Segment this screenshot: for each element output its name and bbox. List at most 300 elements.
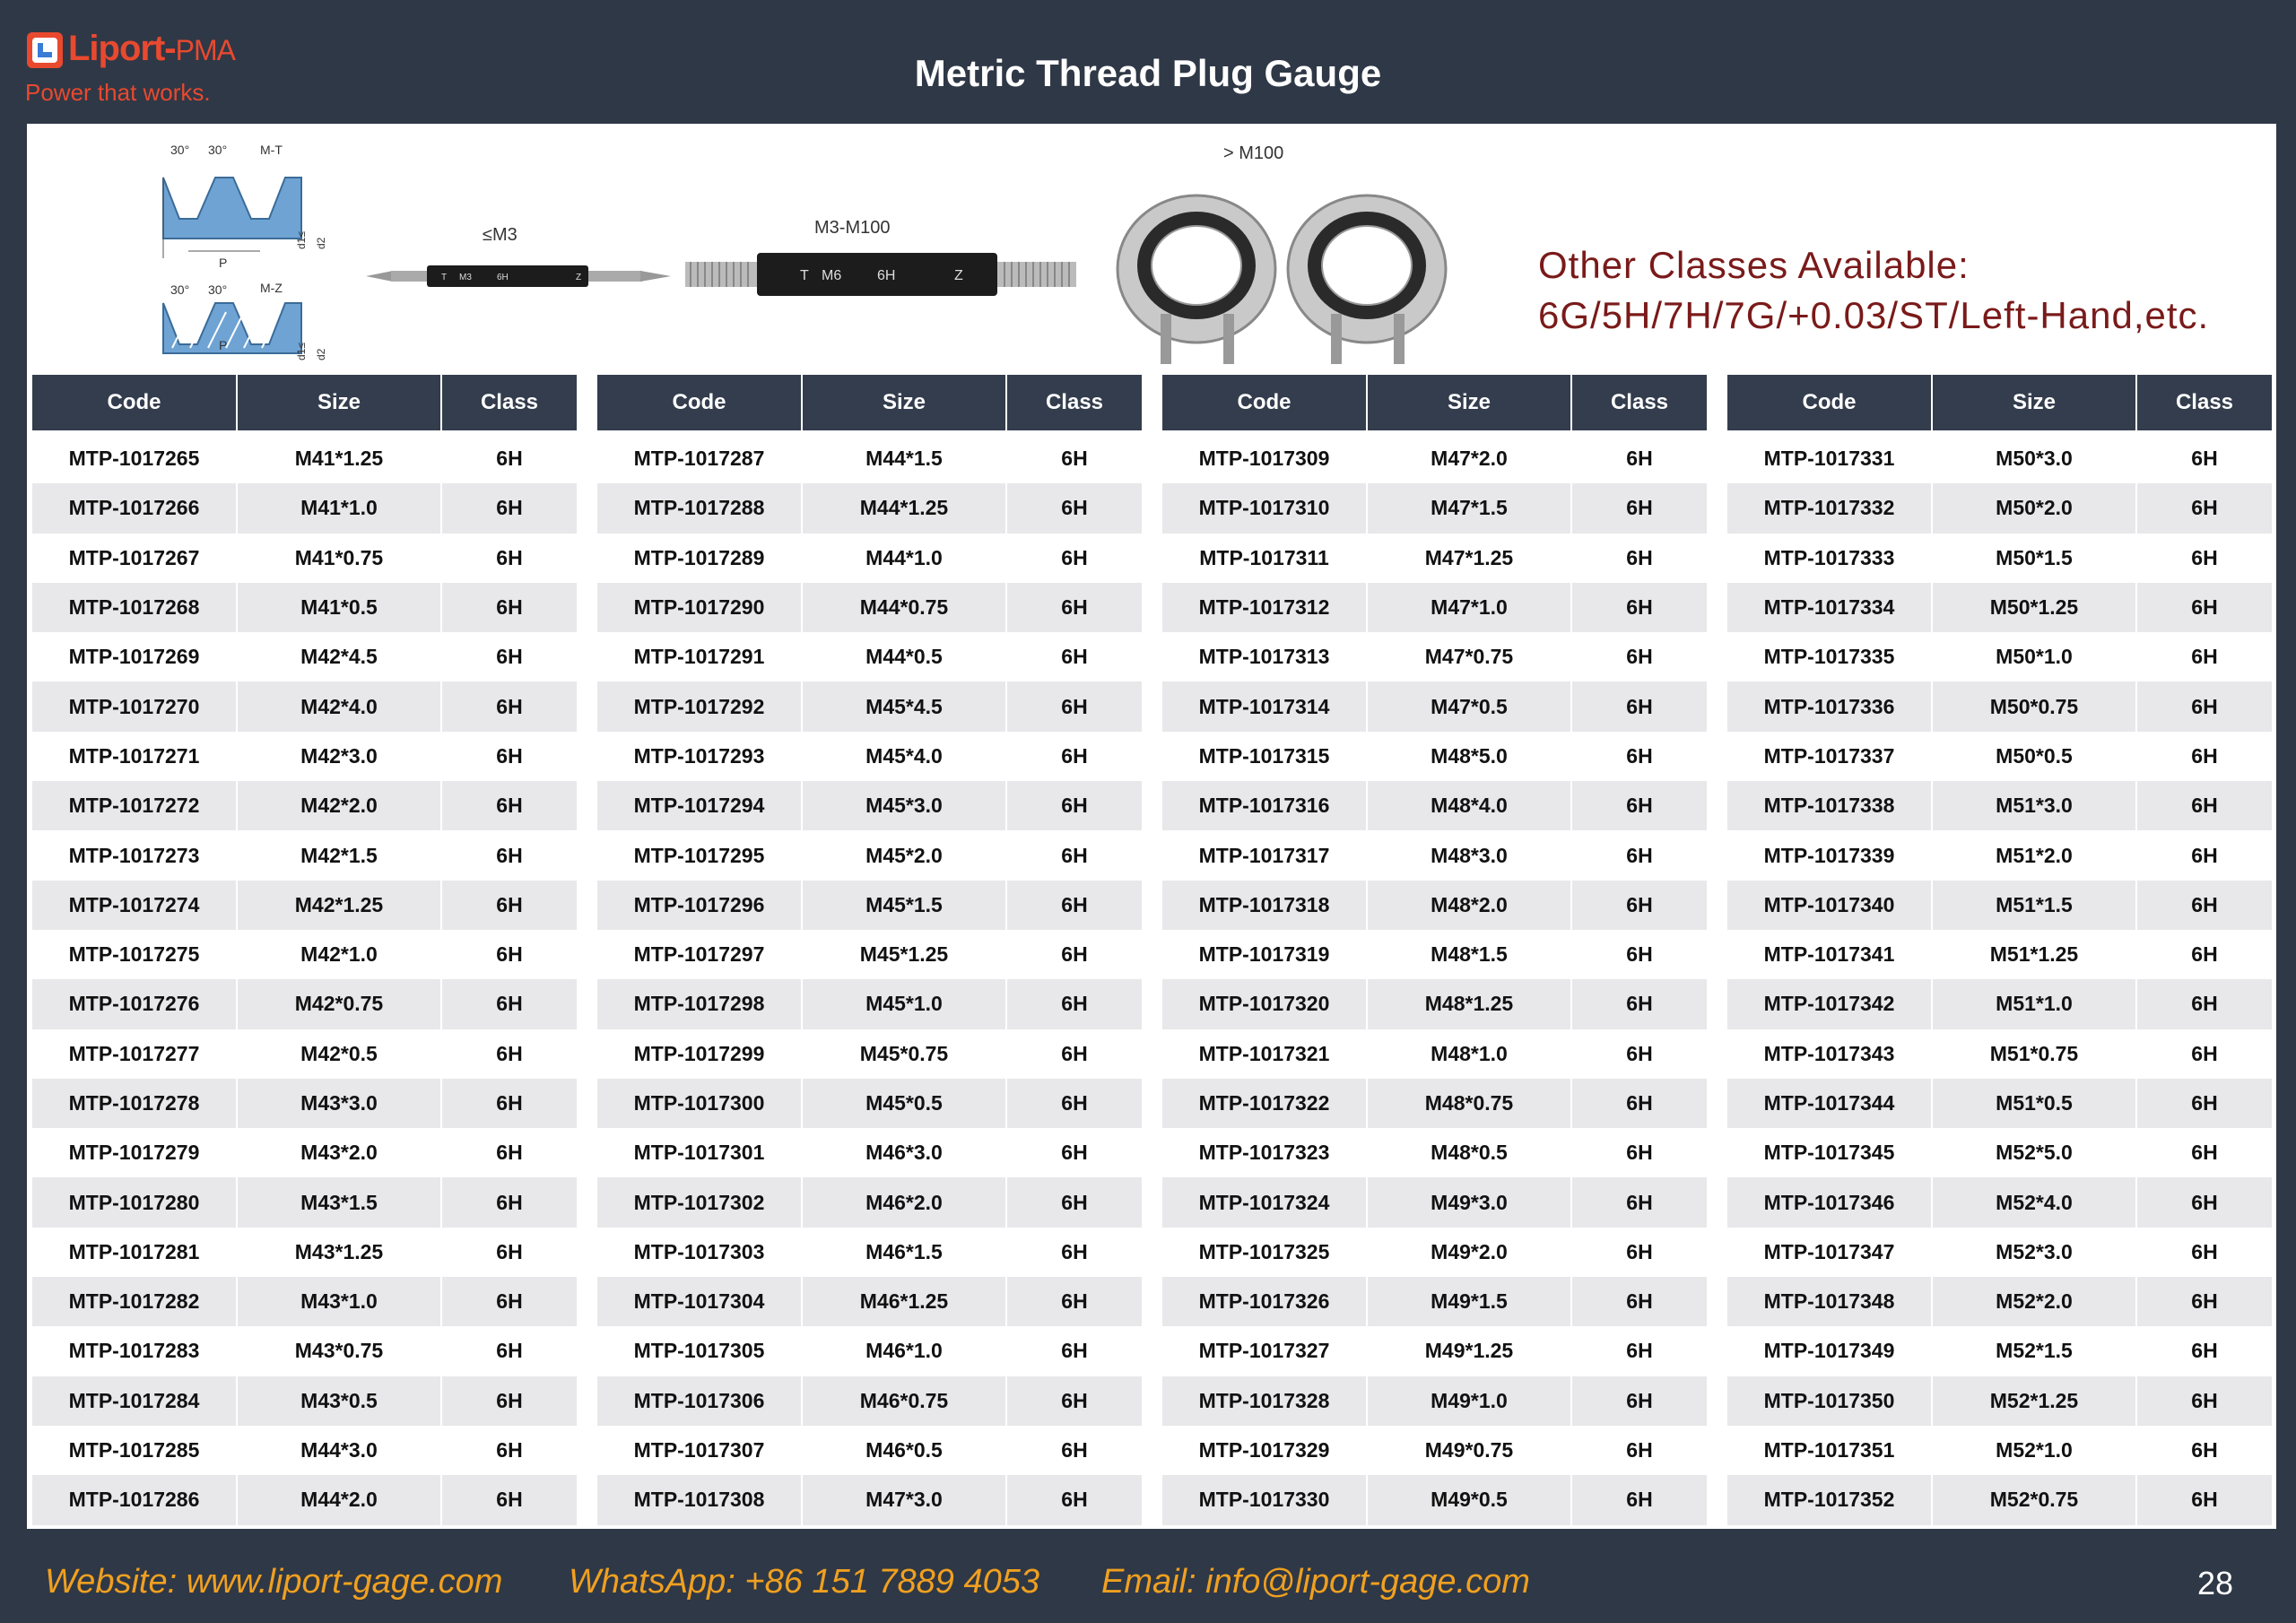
table-row	[597, 1228, 1142, 1277]
cell-size: M41*1.25	[237, 432, 441, 483]
cell-size: M52*2.0	[1932, 1277, 2136, 1326]
cell-class: 6H	[1006, 881, 1142, 930]
cell-class: 6H	[2136, 681, 2272, 731]
cell-code: MTP-1017313	[1162, 632, 1367, 681]
cell-size: M48*4.0	[1367, 781, 1571, 830]
cell-code: MTP-1017347	[1727, 1228, 1932, 1277]
cell-class: 6H	[1006, 432, 1142, 483]
table-row	[1162, 483, 1707, 533]
table-row	[32, 1475, 577, 1524]
table-row	[32, 979, 577, 1028]
cell-size: M43*1.0	[237, 1277, 441, 1326]
table-row	[1727, 534, 2272, 583]
cell-size: M47*0.5	[1367, 681, 1571, 731]
cell-class: 6H	[1571, 881, 1707, 930]
cell-code: MTP-1017304	[597, 1277, 802, 1326]
cell-class: 6H	[1006, 632, 1142, 681]
cell-size: M51*3.0	[1932, 781, 2136, 830]
cell-class: 6H	[1571, 483, 1707, 533]
table-row	[1162, 881, 1707, 930]
table-row	[1727, 1128, 2272, 1177]
svg-text:M-Z: M-Z	[260, 281, 283, 295]
cell-class: 6H	[1006, 1177, 1142, 1227]
spec-table-3	[1162, 375, 1707, 1525]
cell-code: MTP-1017280	[32, 1177, 237, 1227]
cell-class: 6H	[441, 1079, 577, 1128]
product-illustrations	[27, 124, 2276, 373]
cell-code: MTP-1017314	[1162, 681, 1367, 731]
svg-text:Z: Z	[954, 268, 963, 283]
content-panel	[27, 124, 2276, 1529]
column-header-class: Class	[2136, 375, 2272, 432]
table-row	[1727, 1376, 2272, 1426]
cell-class: 6H	[2136, 1177, 2272, 1227]
other-classes-note	[1538, 240, 2209, 341]
table-row	[1727, 732, 2272, 781]
cell-class: 6H	[1006, 1128, 1142, 1177]
table-row	[1162, 1475, 1707, 1524]
cell-class: 6H	[1571, 1376, 1707, 1426]
table-row	[32, 1326, 577, 1376]
table-row	[1162, 1029, 1707, 1079]
cell-class: 6H	[1006, 1029, 1142, 1079]
cell-code: MTP-1017288	[597, 483, 802, 533]
cell-class: 6H	[441, 1277, 577, 1326]
gauge-small-label: ≤M3	[483, 225, 517, 245]
cell-class: 6H	[2136, 830, 2272, 880]
cell-size: M48*2.0	[1367, 881, 1571, 930]
cell-size: M46*1.25	[802, 1277, 1006, 1326]
table-row	[1162, 781, 1707, 830]
cell-size: M42*4.5	[237, 632, 441, 681]
svg-text:6H: 6H	[877, 268, 896, 283]
table-row	[1162, 1277, 1707, 1326]
cell-class: 6H	[1571, 1177, 1707, 1227]
cell-size: M49*1.0	[1367, 1376, 1571, 1426]
cell-code: MTP-1017328	[1162, 1376, 1367, 1426]
gauge-ring-label: > M100	[1223, 143, 1284, 163]
table-row	[1162, 432, 1707, 483]
cell-code: MTP-1017318	[1162, 881, 1367, 930]
cell-class: 6H	[1571, 632, 1707, 681]
cell-size: M44*0.5	[802, 632, 1006, 681]
cell-size: M45*0.75	[802, 1029, 1006, 1079]
spec-table-4	[1727, 375, 2272, 1525]
cell-code: MTP-1017301	[597, 1128, 802, 1177]
cell-size: M47*3.0	[802, 1475, 1006, 1524]
table-row	[597, 583, 1142, 632]
cell-code: MTP-1017292	[597, 681, 802, 731]
svg-text:30°: 30°	[208, 143, 228, 157]
table-row	[597, 830, 1142, 880]
cell-size: M46*2.0	[802, 1177, 1006, 1227]
table-row	[597, 483, 1142, 533]
cell-size: M42*0.5	[237, 1029, 441, 1079]
column-header-size: Size	[1367, 375, 1571, 432]
cell-code: MTP-1017334	[1727, 583, 1932, 632]
cell-code: MTP-1017283	[32, 1326, 237, 1376]
table-row	[1162, 1079, 1707, 1128]
table-header-row	[1727, 375, 2272, 432]
table-row	[1162, 930, 1707, 979]
svg-text:d2: d2	[315, 348, 327, 360]
table-row	[1162, 1326, 1707, 1376]
cell-code: MTP-1017323	[1162, 1128, 1367, 1177]
cell-code: MTP-1017312	[1162, 583, 1367, 632]
table-row	[597, 1128, 1142, 1177]
column-header-code: Code	[1162, 375, 1367, 432]
cell-class: 6H	[2136, 583, 2272, 632]
cell-code: MTP-1017285	[32, 1426, 237, 1475]
cell-class: 6H	[441, 1029, 577, 1079]
table-row	[1162, 830, 1707, 880]
spec-table-2	[597, 375, 1142, 1525]
table-row	[1727, 1079, 2272, 1128]
cell-code: MTP-1017310	[1162, 483, 1367, 533]
cell-code: MTP-1017291	[597, 632, 802, 681]
footer-website[interactable]: Website: www.liport-gage.com	[45, 1563, 503, 1601]
cell-class: 6H	[441, 732, 577, 781]
cell-class: 6H	[1006, 681, 1142, 731]
table-row	[1727, 432, 2272, 483]
cell-code: MTP-1017315	[1162, 732, 1367, 781]
cell-class: 6H	[441, 681, 577, 731]
cell-code: MTP-1017333	[1727, 534, 1932, 583]
cell-code: MTP-1017352	[1727, 1475, 1932, 1524]
table-row	[1162, 681, 1707, 731]
cell-class: 6H	[1006, 483, 1142, 533]
cell-size: M49*2.0	[1367, 1228, 1571, 1277]
table-row	[1727, 881, 2272, 930]
cell-code: MTP-1017321	[1162, 1029, 1367, 1079]
cell-size: M47*1.25	[1367, 534, 1571, 583]
plug-gauge-small-icon	[366, 258, 671, 294]
cell-code: MTP-1017317	[1162, 830, 1367, 880]
cell-class: 6H	[441, 1228, 577, 1277]
cell-size: M50*0.5	[1932, 732, 2136, 781]
table-row	[32, 1079, 577, 1128]
table-row	[1727, 1177, 2272, 1227]
cell-code: MTP-1017279	[32, 1128, 237, 1177]
cell-class: 6H	[441, 1326, 577, 1376]
cell-code: MTP-1017319	[1162, 930, 1367, 979]
cell-size: M44*1.25	[802, 483, 1006, 533]
cell-size: M47*1.0	[1367, 583, 1571, 632]
cell-class: 6H	[2136, 979, 2272, 1028]
cell-size: M45*2.0	[802, 830, 1006, 880]
cell-class: 6H	[441, 930, 577, 979]
svg-text:6H: 6H	[497, 273, 509, 282]
cell-size: M42*1.5	[237, 830, 441, 880]
cell-size: M51*1.25	[1932, 930, 2136, 979]
table-row	[1727, 1029, 2272, 1079]
table-row	[1162, 1426, 1707, 1475]
cell-size: M44*0.75	[802, 583, 1006, 632]
cell-code: MTP-1017346	[1727, 1177, 1932, 1227]
cell-class: 6H	[1006, 1326, 1142, 1376]
cell-code: MTP-1017309	[1162, 432, 1367, 483]
cell-class: 6H	[2136, 632, 2272, 681]
cell-class: 6H	[441, 781, 577, 830]
table-row	[32, 930, 577, 979]
cell-class: 6H	[441, 483, 577, 533]
cell-size: M52*0.75	[1932, 1475, 2136, 1524]
cell-class: 6H	[1571, 1079, 1707, 1128]
table-row	[32, 1228, 577, 1277]
footer-email[interactable]: Email: info@liport-gage.com	[1101, 1563, 1530, 1601]
cell-code: MTP-1017306	[597, 1376, 802, 1426]
cell-class: 6H	[1571, 681, 1707, 731]
gauge-mid-label: M3-M100	[814, 218, 891, 238]
table-row	[32, 681, 577, 731]
cell-size: M49*3.0	[1367, 1177, 1571, 1227]
column-header-class: Class	[1006, 375, 1142, 432]
cell-code: MTP-1017269	[32, 632, 237, 681]
cell-code: MTP-1017349	[1727, 1326, 1932, 1376]
cell-code: MTP-1017284	[32, 1376, 237, 1426]
cell-code: MTP-1017338	[1727, 781, 1932, 830]
svg-text:M6: M6	[822, 268, 842, 283]
cell-size: M44*1.5	[802, 432, 1006, 483]
cell-class: 6H	[441, 830, 577, 880]
cell-class: 6H	[1006, 1426, 1142, 1475]
cell-size: M44*2.0	[237, 1475, 441, 1524]
table-row	[597, 432, 1142, 483]
cell-code: MTP-1017275	[32, 930, 237, 979]
table-row	[597, 781, 1142, 830]
cell-class: 6H	[1571, 1228, 1707, 1277]
table-row	[32, 830, 577, 880]
cell-code: MTP-1017308	[597, 1475, 802, 1524]
cell-code: MTP-1017277	[32, 1029, 237, 1079]
cell-size: M50*0.75	[1932, 681, 2136, 731]
cell-class: 6H	[1571, 979, 1707, 1028]
cell-class: 6H	[441, 1128, 577, 1177]
cell-size: M49*0.75	[1367, 1426, 1571, 1475]
svg-text:d1≤: d1≤	[295, 231, 308, 249]
cell-class: 6H	[1571, 432, 1707, 483]
cell-class: 6H	[1006, 534, 1142, 583]
cell-size: M43*2.0	[237, 1128, 441, 1177]
table-row	[1727, 979, 2272, 1028]
cell-size: M42*1.0	[237, 930, 441, 979]
column-header-size: Size	[802, 375, 1006, 432]
cell-code: MTP-1017265	[32, 432, 237, 483]
cell-class: 6H	[1006, 583, 1142, 632]
plug-gauge-mid-icon	[685, 247, 1076, 301]
cell-size: M44*1.0	[802, 534, 1006, 583]
svg-text:30°: 30°	[170, 282, 190, 297]
cell-size: M46*0.75	[802, 1376, 1006, 1426]
cell-code: MTP-1017326	[1162, 1277, 1367, 1326]
cell-code: MTP-1017290	[597, 583, 802, 632]
cell-size: M46*0.5	[802, 1426, 1006, 1475]
table-row	[32, 632, 577, 681]
cell-code: MTP-1017337	[1727, 732, 1932, 781]
cell-size: M48*0.75	[1367, 1079, 1571, 1128]
cell-size: M46*1.0	[802, 1326, 1006, 1376]
cell-size: M46*1.5	[802, 1228, 1006, 1277]
cell-class: 6H	[1571, 732, 1707, 781]
cell-size: M50*2.0	[1932, 483, 2136, 533]
cell-size: M48*5.0	[1367, 732, 1571, 781]
cell-class: 6H	[441, 632, 577, 681]
cell-code: MTP-1017305	[597, 1326, 802, 1376]
cell-class: 6H	[1006, 1376, 1142, 1426]
cell-size: M52*5.0	[1932, 1128, 2136, 1177]
cell-size: M48*3.0	[1367, 830, 1571, 880]
table-row	[1727, 1426, 2272, 1475]
cell-size: M48*1.5	[1367, 930, 1571, 979]
cell-code: MTP-1017293	[597, 732, 802, 781]
table-row	[1162, 632, 1707, 681]
svg-text:30°: 30°	[170, 143, 190, 157]
cell-size: M42*3.0	[237, 732, 441, 781]
cell-class: 6H	[2136, 1029, 2272, 1079]
table-row	[32, 781, 577, 830]
cell-class: 6H	[441, 1177, 577, 1227]
table-row	[32, 1277, 577, 1326]
table-row	[597, 732, 1142, 781]
spec-table-1	[32, 375, 577, 1525]
cell-class: 6H	[2136, 1128, 2272, 1177]
cell-size: M43*1.25	[237, 1228, 441, 1277]
cell-class: 6H	[2136, 781, 2272, 830]
logo-wordmark: Liport-PMA	[68, 29, 235, 68]
table-row	[1727, 1277, 2272, 1326]
cell-size: M41*0.5	[237, 583, 441, 632]
cell-size: M48*1.0	[1367, 1029, 1571, 1079]
cell-class: 6H	[2136, 732, 2272, 781]
table-row	[597, 1277, 1142, 1326]
cell-class: 6H	[1571, 1277, 1707, 1326]
cell-size: M41*0.75	[237, 534, 441, 583]
column-header-code: Code	[1727, 375, 1932, 432]
cell-code: MTP-1017278	[32, 1079, 237, 1128]
cell-class: 6H	[1571, 1128, 1707, 1177]
table-row	[1727, 930, 2272, 979]
column-header-class: Class	[441, 375, 577, 432]
cell-class: 6H	[2136, 1426, 2272, 1475]
cell-code: MTP-1017339	[1727, 830, 1932, 880]
cell-class: 6H	[441, 1376, 577, 1426]
cell-size: M49*1.25	[1367, 1326, 1571, 1376]
cell-size: M52*1.25	[1932, 1376, 2136, 1426]
cell-size: M43*0.5	[237, 1376, 441, 1426]
cell-class: 6H	[2136, 1326, 2272, 1376]
cell-code: MTP-1017327	[1162, 1326, 1367, 1376]
cell-size: M43*3.0	[237, 1079, 441, 1128]
cell-size: M45*3.0	[802, 781, 1006, 830]
cell-size: M50*3.0	[1932, 432, 2136, 483]
cell-class: 6H	[1571, 583, 1707, 632]
thread-profile-top	[163, 143, 327, 270]
cell-code: MTP-1017329	[1162, 1426, 1367, 1475]
cell-class: 6H	[2136, 1475, 2272, 1524]
cell-size: M50*1.25	[1932, 583, 2136, 632]
cell-size: M44*3.0	[237, 1426, 441, 1475]
thread-profile-bottom	[163, 281, 327, 360]
table-row	[32, 732, 577, 781]
table-row	[1727, 632, 2272, 681]
cell-code: MTP-1017266	[32, 483, 237, 533]
cell-code: MTP-1017335	[1727, 632, 1932, 681]
cell-code: MTP-1017344	[1727, 1079, 1932, 1128]
table-row	[597, 1079, 1142, 1128]
cell-size: M45*1.5	[802, 881, 1006, 930]
cell-code: MTP-1017297	[597, 930, 802, 979]
cell-code: MTP-1017332	[1727, 483, 1932, 533]
cell-size: M42*4.0	[237, 681, 441, 731]
table-row	[32, 432, 577, 483]
cell-size: M52*1.0	[1932, 1426, 2136, 1475]
thread-profile-diagram	[126, 142, 341, 361]
cell-code: MTP-1017287	[597, 432, 802, 483]
table-row	[1727, 1475, 2272, 1524]
cell-code: MTP-1017307	[597, 1426, 802, 1475]
cell-class: 6H	[1006, 1277, 1142, 1326]
cell-code: MTP-1017316	[1162, 781, 1367, 830]
cell-size: M50*1.5	[1932, 534, 2136, 583]
table-row	[1162, 732, 1707, 781]
cell-class: 6H	[1006, 781, 1142, 830]
cell-class: 6H	[2136, 1079, 2272, 1128]
cell-code: MTP-1017271	[32, 732, 237, 781]
cell-code: MTP-1017295	[597, 830, 802, 880]
cell-code: MTP-1017348	[1727, 1277, 1932, 1326]
cell-code: MTP-1017343	[1727, 1029, 1932, 1079]
cell-code: MTP-1017272	[32, 781, 237, 830]
cell-code: MTP-1017325	[1162, 1228, 1367, 1277]
cell-size: M47*0.75	[1367, 632, 1571, 681]
cell-size: M51*1.5	[1932, 881, 2136, 930]
cell-class: 6H	[1571, 1475, 1707, 1524]
page-number: 28	[2196, 1565, 2233, 1601]
cell-size: M45*0.5	[802, 1079, 1006, 1128]
cell-size: M45*4.5	[802, 681, 1006, 731]
cell-size: M48*0.5	[1367, 1128, 1571, 1177]
cell-class: 6H	[1006, 1228, 1142, 1277]
table-row	[1727, 583, 2272, 632]
table-row	[597, 979, 1142, 1028]
table-row	[597, 534, 1142, 583]
cell-class: 6H	[2136, 432, 2272, 483]
svg-text:d2: d2	[315, 237, 327, 249]
cell-code: MTP-1017322	[1162, 1079, 1367, 1128]
svg-text:d1≤: d1≤	[295, 343, 308, 360]
cell-class: 6H	[441, 583, 577, 632]
cell-code: MTP-1017303	[597, 1228, 802, 1277]
cell-code: MTP-1017302	[597, 1177, 802, 1227]
cell-size: M49*1.5	[1367, 1277, 1571, 1326]
column-header-code: Code	[32, 375, 237, 432]
cell-code: MTP-1017294	[597, 781, 802, 830]
table-row	[32, 1376, 577, 1426]
table-row	[1727, 1326, 2272, 1376]
cell-code: MTP-1017320	[1162, 979, 1367, 1028]
logo-tagline: Power that works.	[25, 79, 211, 106]
cell-class: 6H	[1006, 1475, 1142, 1524]
cell-class: 6H	[441, 979, 577, 1028]
table-row	[597, 1475, 1142, 1524]
table-row	[1727, 483, 2272, 533]
footer-whatsapp[interactable]: WhatsApp: +86 151 7889 4053	[569, 1563, 1040, 1601]
other-classes-heading: Other Classes Available:	[1538, 244, 1970, 286]
table-row	[32, 583, 577, 632]
table-row	[32, 1029, 577, 1079]
table-row	[597, 1326, 1142, 1376]
cell-code: MTP-1017336	[1727, 681, 1932, 731]
